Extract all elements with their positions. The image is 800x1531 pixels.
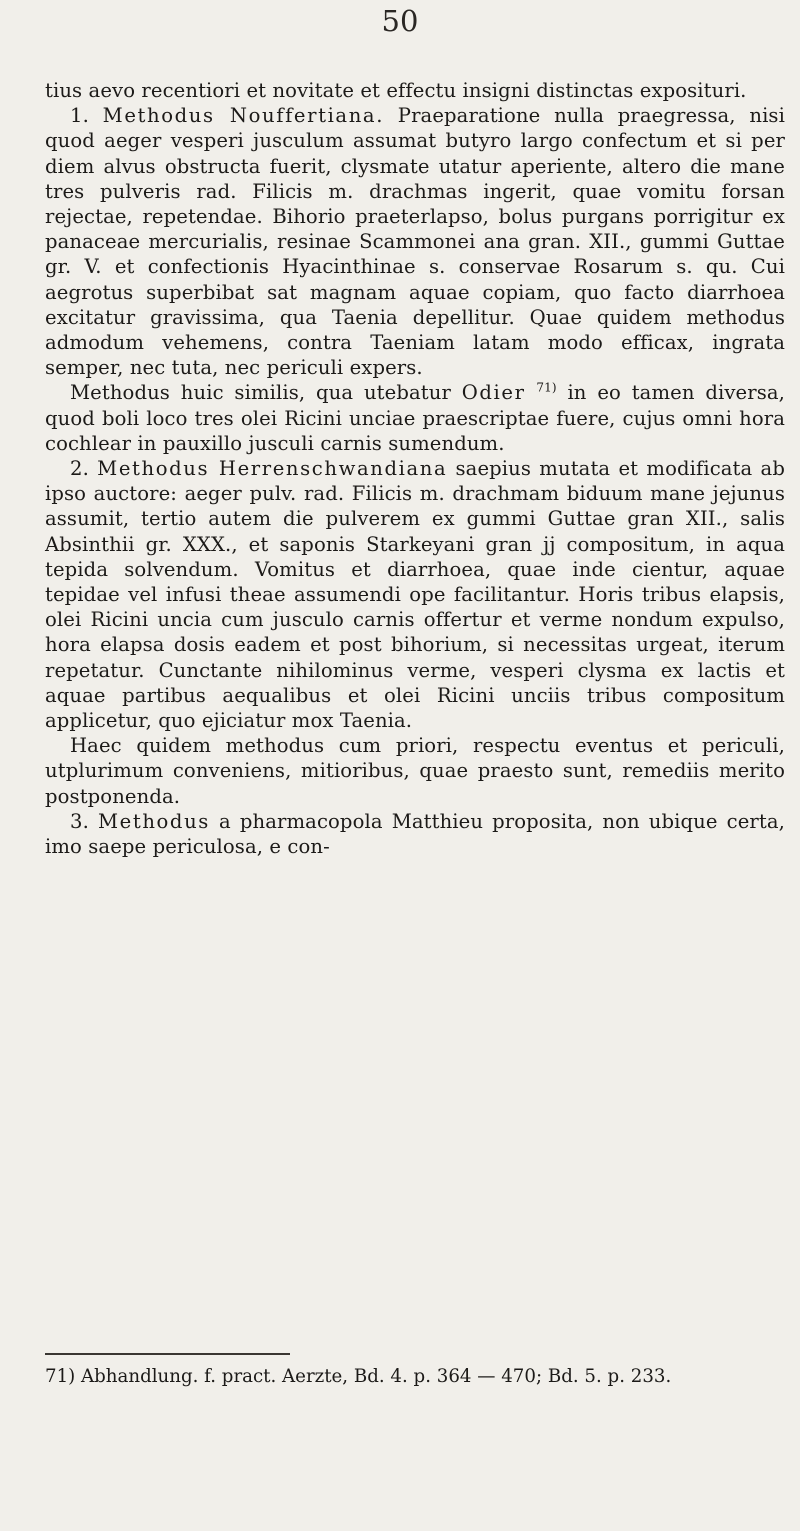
odier-text-before: Methodus huic similis, qua utebatur bbox=[70, 381, 451, 405]
method-3-number: 3. bbox=[70, 809, 89, 833]
odier-text-after: in eo tamen diversa, quod boli loco tres olei Ricini unciae praescriptae fuere, cujus omni hora cochlear in pauxillo jusculi carnis sumendum. bbox=[45, 381, 785, 455]
body-text bbox=[45, 78, 785, 859]
method-1-number: 1. bbox=[70, 104, 89, 128]
method-3-paragraph bbox=[45, 809, 785, 859]
footnote-text: 71) Abhandlung. f. pract. Aerzte, Bd. 4. p. 364 — 470; Bd. 5. p. 233. bbox=[45, 1366, 672, 1387]
method-2-number: 2. bbox=[70, 457, 89, 481]
method-2-text: saepius mutata et modificata ab ipso auctore: aeger pulv. rad. Filicis m. drachmam biduum mane jejunus assumit, tertio autem die pulverem ex gummi Guttae gran XII., salis Absinthii gr. XXX., et saponis Starkeyani gran jj compositum, in aqua tepida solvendum. Vomitus et diarrhoea, quae inde cientur, aquae tepidae vel infusi theae assumendi ope facilitantur. Horis tribus elapsis, olei Ricini uncia cum jusculo carnis offertur et verme nondum expulso, hora elapsa dosis eadem et post bihorium, si necessitas urgeat, iterum repetatur. Cunctante nihilominus verme, vesperi clysma ex lactis et aquae partibus aequalibus et olei Ricini unciis tribus compositum applicetur, quo ejiciatur mox Taenia. bbox=[45, 457, 785, 733]
method-2-heading: Methodus Herrenschwandiana bbox=[97, 457, 448, 481]
odier-name: Odier bbox=[461, 381, 526, 405]
intro-paragraph: tius aevo recentiori et novitate et effectu insigni distinctas exposituri. bbox=[45, 79, 747, 102]
method-1-paragraph bbox=[45, 103, 785, 380]
method-1-text: Praeparatione nulla praegressa, nisi quod aeger vesperi jusculum assumat butyro largo confectum et si per diem alvus obstructa fuerit, clysmate utatur aperiente, altero die mane tres pulveris rad. Filicis m. drachmas ingerit, quae vomitu forsan rejectae, repetendae. Bihorio praeterlapso, bolus purgans porrigitur ex panaceae mercurialis, resinae Scammonei ana gran. XII., gummi Guttae gr. V. et confectionis Hyacinthinae s. conservae Rosarum s. qu. Cui aegrotus superbibat sat magnam aquae copiam, quo facto diarrhoea excitatur gravissima, qua Taenia depellitur. Quae quidem methodus admodum vehemens, contra Taeniam latam modo efficax, ingrata semper, nec tuta, nec periculi expers. bbox=[45, 104, 785, 380]
method-1-heading: Methodus Nouffertiana. bbox=[102, 104, 385, 128]
method-2-paragraph bbox=[45, 456, 785, 733]
method-3-heading: Methodus bbox=[97, 809, 210, 833]
footnote bbox=[45, 1365, 785, 1388]
page-number: 50 bbox=[381, 4, 419, 38]
method-3-text: a pharmacopola Matthieu proposita, non ubique certa, imo saepe periculosa, e con- bbox=[45, 809, 785, 859]
comment-paragraph: Haec quidem methodus cum priori, respectu eventus et periculi, utplurimum conveniens, mitioribus, quae praesto sunt, remediis merito postponenda. bbox=[45, 734, 785, 808]
odier-paragraph bbox=[45, 380, 785, 456]
footnote-rule bbox=[45, 1353, 290, 1355]
footnote-reference: 71) bbox=[536, 380, 557, 395]
